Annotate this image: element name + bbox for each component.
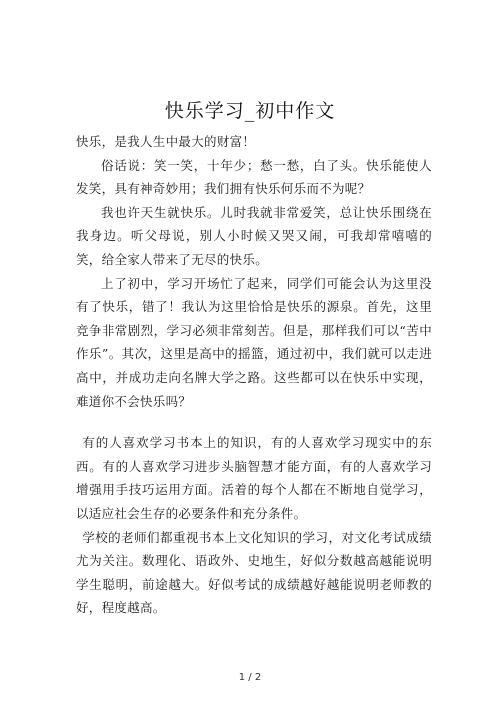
- paragraph-4: 上了初中，学习开场忙了起来，同学们可能会认为这里没有了快乐，错了！我认为这里恰恰是快乐的源泉。首先，这里竞争非常剧烈，学习必须非常刻苦。但是，那样我们可以“苦中作乐”。其次，这里是高中的摇篮，通过初中，我们就可以走进高中，并成功走向名牌大学之路。这些都可以在快乐中实现，难道你不会快乐吗？: [76, 275, 432, 409]
- paragraph-gap: [76, 413, 432, 431]
- document-title: 快乐学习_初中作文: [164, 100, 336, 122]
- paragraph-2: 俗话说：笑一笑，十年少；愁一愁，白了头。快乐能使人发笑，具有神奇妙用；我们拥有快乐何乐而不为呢？: [76, 157, 432, 197]
- paragraph-1: 快乐，是我人生中最大的财富！: [76, 134, 256, 149]
- page-number: 1 / 2: [238, 672, 262, 683]
- document-body: [76, 130, 432, 620]
- paragraph-3: 我也许天生就快乐。儿时我就非常爱笑，总让快乐围绕在我身边。听父母说，别人小时候又哭又闹，可我却常嘻嘻的笑，给全家人带来了无尽的快乐。: [76, 204, 432, 267]
- paragraph-6: 学校的老师们都重视书本上文化知识的学习，对文化考试成绩尤为关注。数理化、语政外、史地生，好似分数越高越能说明学生聪明，前途越大。好似考试的成绩越好越能说明老师教的好，程度越高。: [76, 529, 432, 616]
- paragraph-5: 有的人喜欢学习书本上的知识，有的人喜欢学习现实中的东西。有的人喜欢学习进步头脑智慧才能方面，有的人喜欢学习增强用手技巧运用方面。活着的每个人都在不断地自觉学习，以适应社会生存的必要条件和充分条件。: [76, 435, 432, 521]
